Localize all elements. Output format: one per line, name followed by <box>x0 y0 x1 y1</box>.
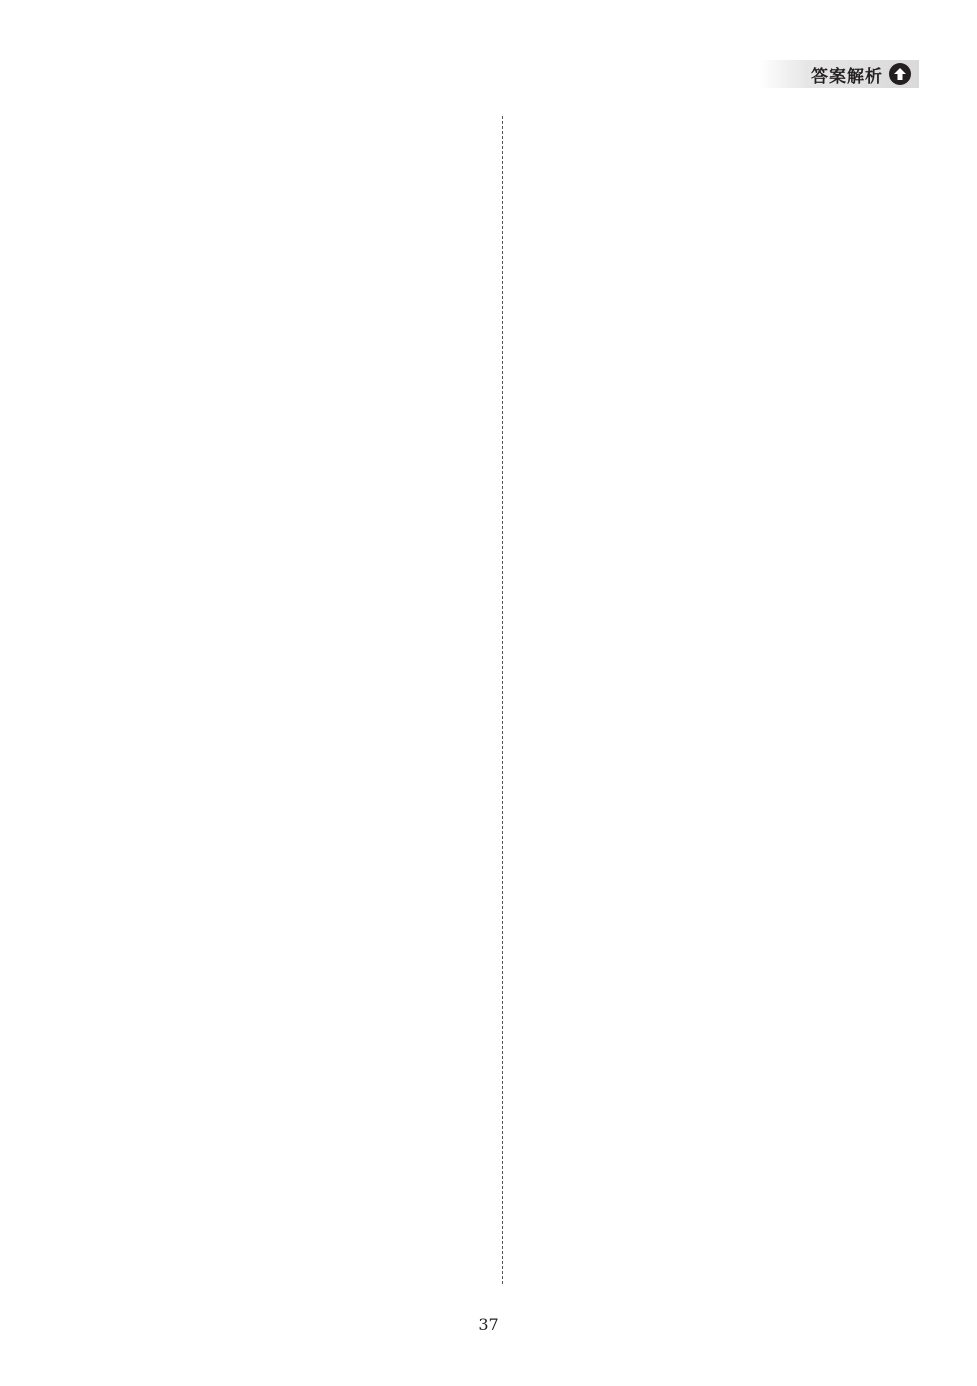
text-line <box>522 952 922 989</box>
text-line <box>86 1245 486 1282</box>
section-title: 答案解析 <box>811 66 883 87</box>
text-line <box>86 291 486 328</box>
text-line <box>86 768 486 805</box>
text-line <box>86 1172 486 1209</box>
text-line <box>86 732 486 769</box>
text-line <box>522 695 922 732</box>
section-header-tab <box>759 60 919 88</box>
arrow-up-circle-icon <box>889 63 911 85</box>
text-line <box>522 512 922 549</box>
text-line <box>522 475 922 512</box>
text-line <box>522 402 922 439</box>
text-line <box>86 365 486 402</box>
column-divider <box>502 116 503 1284</box>
text-line <box>522 1025 922 1062</box>
text-line <box>86 805 486 842</box>
text-line <box>86 145 486 182</box>
text-line <box>522 878 922 915</box>
text-line <box>86 512 486 549</box>
text-line <box>86 328 486 365</box>
text-line <box>86 1135 486 1172</box>
text-line <box>522 108 922 145</box>
text-line <box>522 622 922 659</box>
text-line <box>522 438 922 475</box>
text-line <box>522 1099 922 1136</box>
text-line <box>522 768 922 805</box>
text-line <box>86 842 486 879</box>
text-line <box>86 695 486 732</box>
text-line <box>522 365 922 402</box>
text-line <box>86 915 486 952</box>
text-line <box>522 145 922 182</box>
text-line <box>522 585 922 622</box>
text-line <box>86 475 486 512</box>
text-line <box>86 952 486 989</box>
right-column <box>522 108 922 1282</box>
text-line <box>86 1099 486 1136</box>
text-line <box>522 732 922 769</box>
text-line <box>522 1209 922 1246</box>
text-line <box>522 1245 922 1282</box>
text-line <box>522 1172 922 1209</box>
text-line <box>86 181 486 218</box>
text-line <box>522 548 922 585</box>
text-line <box>522 291 922 328</box>
text-line <box>86 438 486 475</box>
text-line <box>522 915 922 952</box>
text-line <box>522 1062 922 1099</box>
text-line <box>86 108 486 145</box>
left-column <box>86 108 486 1282</box>
text-line <box>86 989 486 1026</box>
text-line <box>86 658 486 695</box>
text-line <box>86 1209 486 1246</box>
text-line <box>86 548 486 585</box>
text-line <box>522 1135 922 1172</box>
text-line <box>86 218 486 255</box>
text-line <box>522 805 922 842</box>
text-line <box>522 658 922 695</box>
text-line <box>86 878 486 915</box>
text-line <box>522 218 922 255</box>
text-line <box>522 842 922 879</box>
text-line <box>86 255 486 292</box>
text-line <box>522 328 922 365</box>
text-line <box>86 1062 486 1099</box>
page-number: 37 <box>478 1315 499 1334</box>
text-line <box>522 181 922 218</box>
text-line <box>522 989 922 1026</box>
text-line <box>86 1025 486 1062</box>
text-line <box>86 585 486 622</box>
text-line <box>86 402 486 439</box>
text-line <box>522 255 922 292</box>
text-line <box>86 622 486 659</box>
